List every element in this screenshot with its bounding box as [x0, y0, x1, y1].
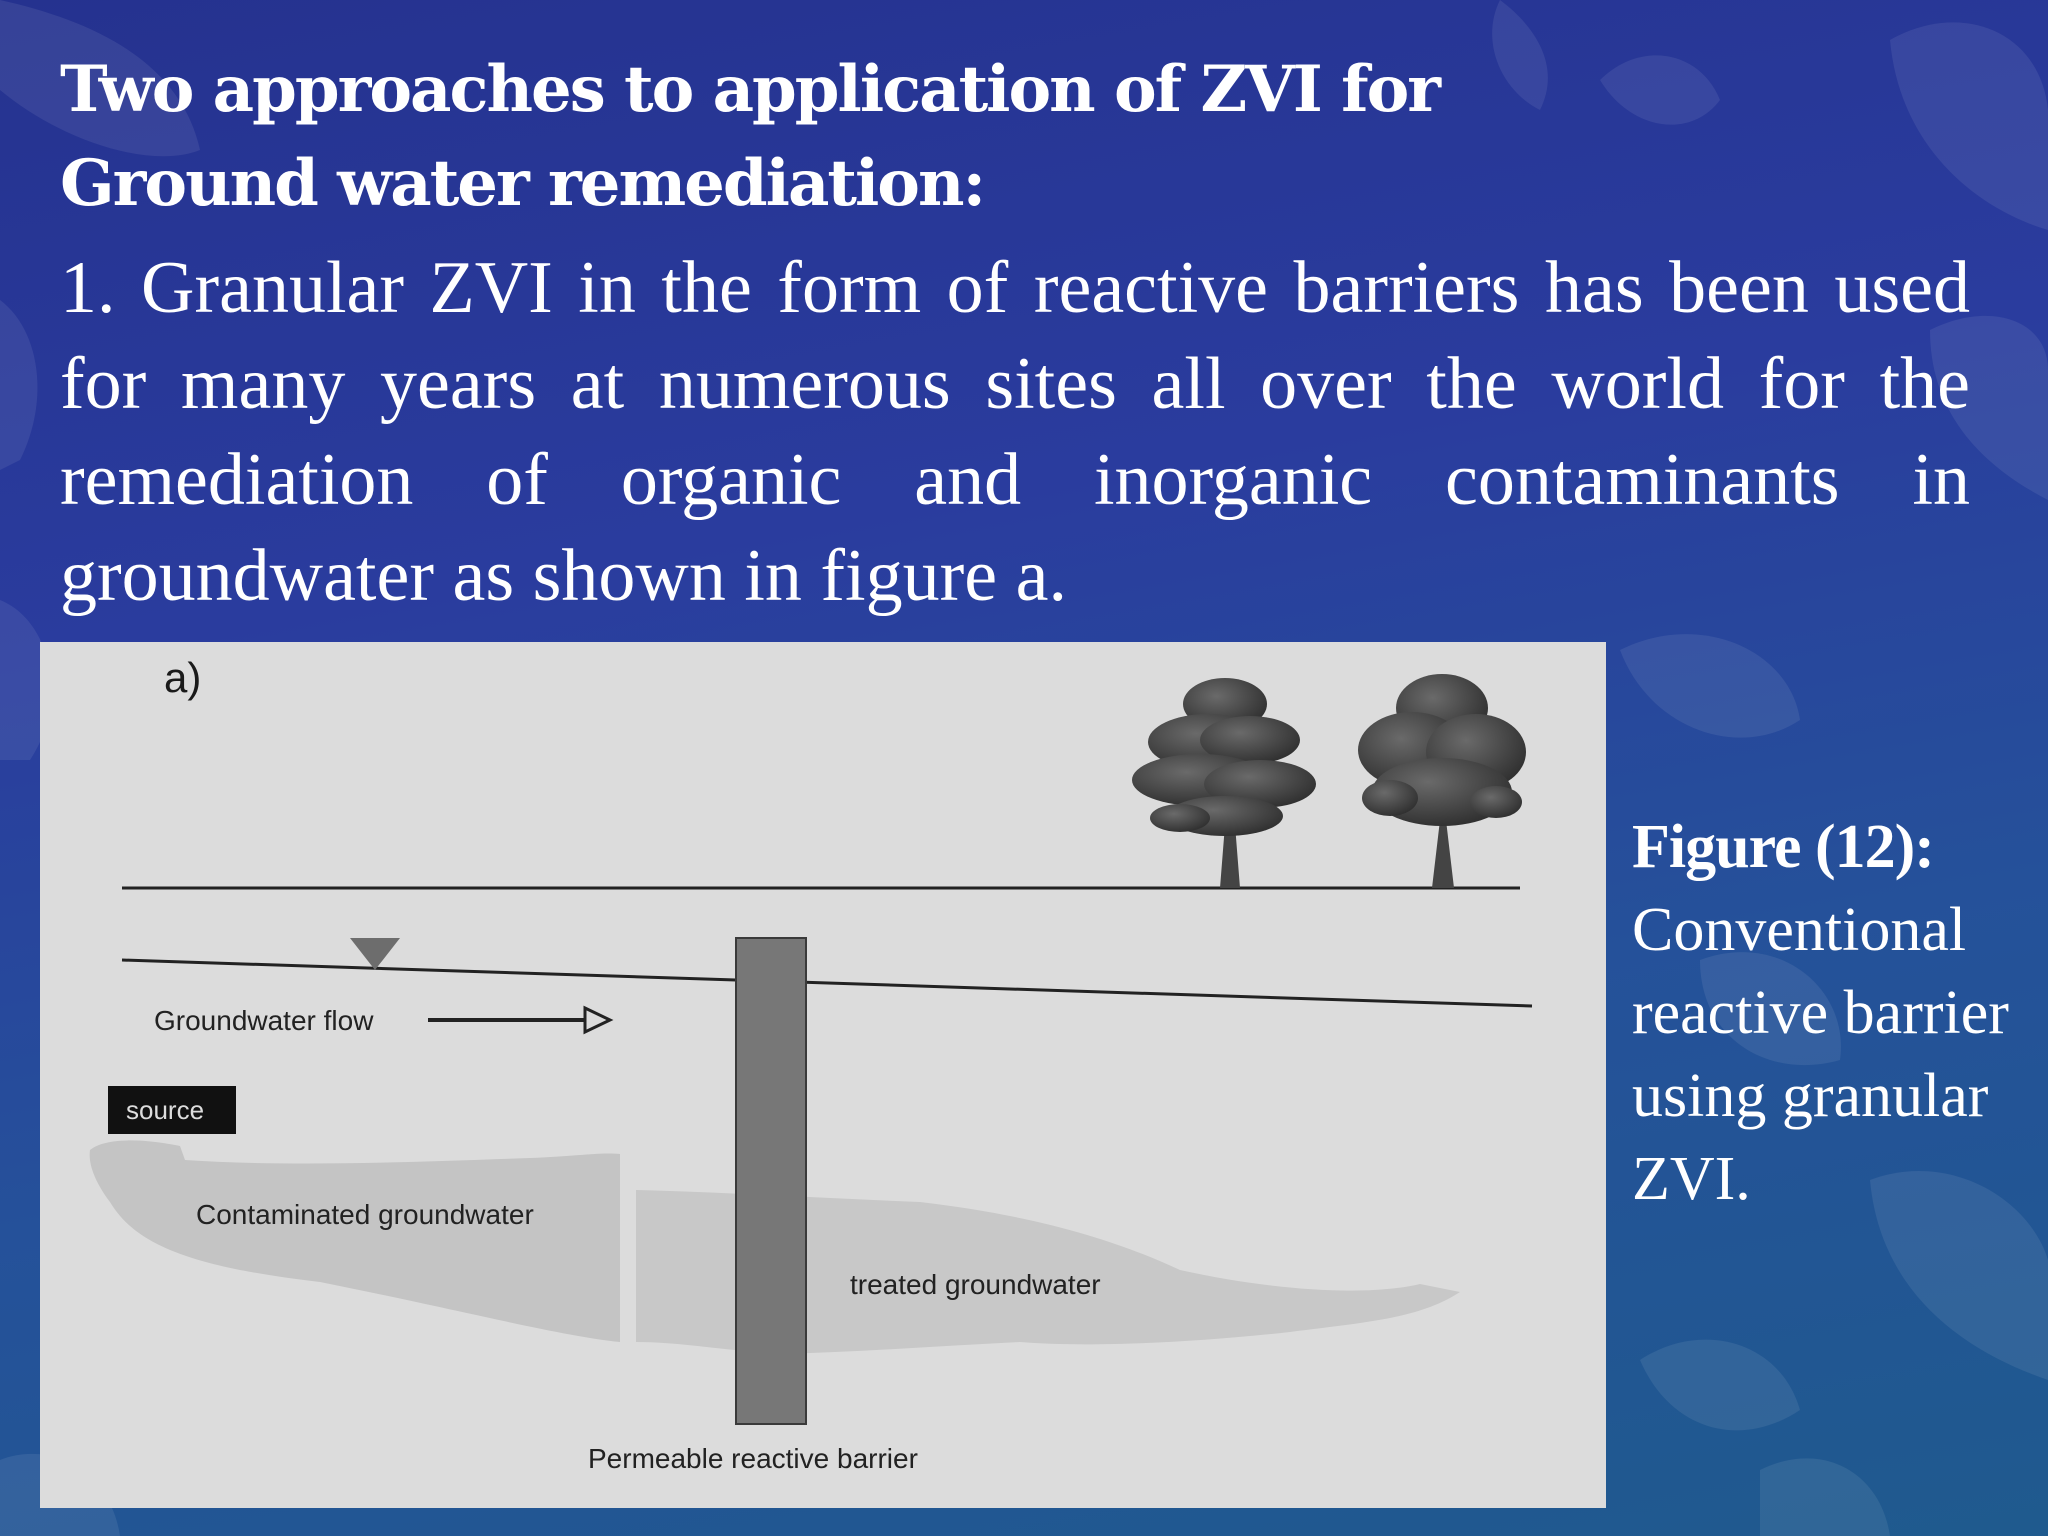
permeable-reactive-barrier	[736, 938, 806, 1424]
figure-panel	[40, 642, 1606, 1508]
water-table-marker-icon	[350, 938, 400, 970]
treated-groundwater-label: treated groundwater	[850, 1269, 1101, 1300]
tree-icon	[1358, 674, 1526, 888]
groundwater-flow-label: Groundwater flow	[154, 1005, 374, 1036]
barrier-label: Permeable reactive barrier	[588, 1443, 918, 1474]
slide-title-line-2: Ground water remediation:	[60, 146, 985, 221]
reactive-barrier-diagram	[40, 642, 1606, 1508]
contaminated-plume	[90, 1140, 620, 1342]
slide-title-line-1: Two approaches to application of ZVI for	[60, 52, 1439, 127]
water-table-line	[122, 960, 1532, 1006]
contaminated-groundwater-label: Contaminated groundwater	[196, 1199, 534, 1230]
caption-text: Conventional reactive barrier using granular ZVI.	[1632, 896, 2009, 1213]
tree-icon	[1132, 678, 1316, 888]
figure-caption	[1632, 806, 2042, 1221]
flow-arrowhead-icon	[585, 1008, 610, 1032]
figure-panel-label: a)	[164, 654, 202, 701]
caption-title: Figure (12):	[1632, 813, 1934, 881]
body-paragraph: 1. Granular ZVI in the form of reactive barriers has been used for many years at numerous sites all over the world for the remediation of organic and inorganic contaminants in groundwater as shown in figure a.	[60, 247, 1970, 617]
source-label: source	[126, 1095, 205, 1125]
